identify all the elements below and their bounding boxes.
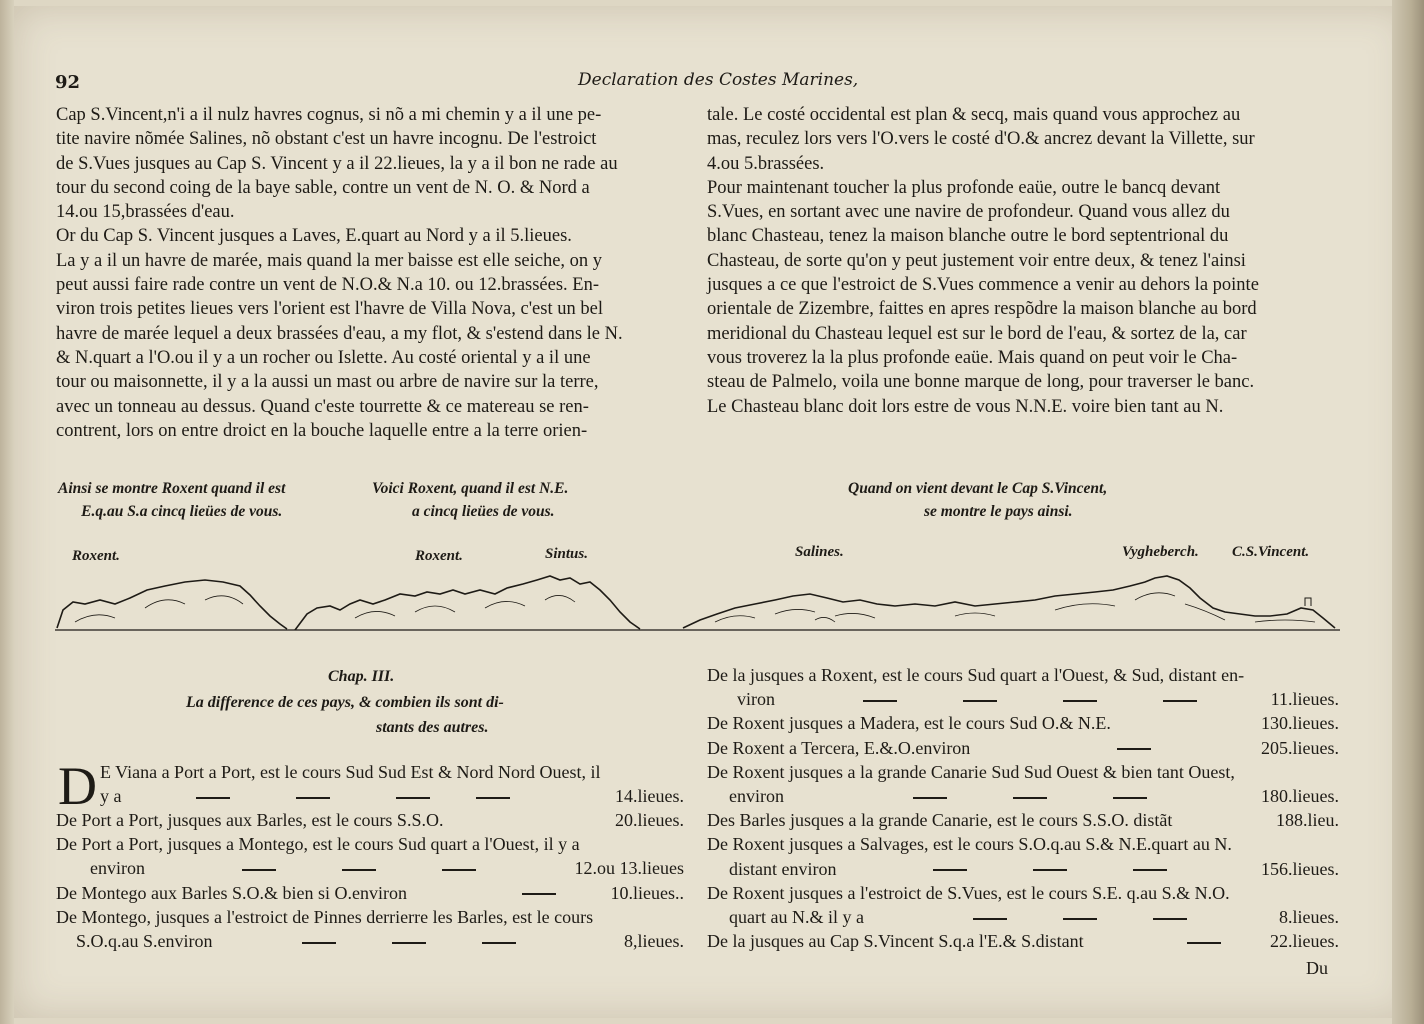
row-text: De Roxent jusques a la grande Canarie Sud Sud Ouest & bien tant Ouest, xyxy=(707,761,1235,782)
text-line: tour ou maisonnette, il y a la aussi un mast ou arbre de navire sur la terre, xyxy=(56,372,599,393)
leader-dashes xyxy=(190,786,516,807)
row-text: environ xyxy=(90,858,145,879)
chapter-title xyxy=(186,690,504,740)
text-line: S.Vues, en sortant avec une navire de profondeur. Quand vous allez du xyxy=(707,202,1230,223)
row-amount: 130.lieues. xyxy=(1261,713,1339,734)
caption-roxent-ne xyxy=(372,477,568,523)
row-amount: 8,lieues. xyxy=(624,930,684,951)
table-row xyxy=(100,786,684,810)
table-row xyxy=(707,689,1339,713)
text-line: peut aussi faire rade contre un vent de N.O.& N.a 10. ou 12.brassées. En- xyxy=(56,275,600,296)
caption-line: se montre le pays ainsi. xyxy=(924,503,1073,520)
text-line: blanc Chasteau, tenez la maison blanche outre le bord septentrional du xyxy=(707,226,1229,247)
text-line: steau de Palmelo, voila une bonne marque de long, pour traverser le banc. xyxy=(707,372,1255,393)
caption-line: Voici Roxent, quand il est N.E. xyxy=(372,480,569,497)
catchword: Du xyxy=(1306,958,1328,978)
text-line: tale. Le costé occidental est plan & secq, mais quand vous approchez au xyxy=(707,105,1241,125)
text-line: orientale de Zizembre, faittes en apres respõdre la maison blanche au bord xyxy=(707,299,1257,320)
caption-line: Ainsi se montre Roxent quand il est xyxy=(58,480,286,497)
text-line: 14.ou 15,brassées d'eau. xyxy=(56,202,235,223)
page-right-edge xyxy=(1392,0,1424,1024)
row-amount: 11.lieues. xyxy=(1270,689,1339,710)
row-text: De Roxent jusques a l'estroict de S.Vues, est le cours S.E. q.au S.& N.O. xyxy=(707,882,1230,903)
row-text: quart au N.& il y a xyxy=(729,906,864,927)
row-text: De la jusques a Roxent, est le cours Sud quart a l'Ouest, & Sud, distant en- xyxy=(707,665,1245,685)
row-text: environ xyxy=(729,785,784,806)
text-line: mas, reculez lors vers l'O.vers le costé d'O.& ancrez devant la Villette, sur xyxy=(707,129,1255,150)
table-row xyxy=(707,738,1339,762)
text-line: avec un tonneau au dessus. Quand c'este tourrette & ce matereau se ren- xyxy=(56,396,589,417)
coast-profile-3 xyxy=(683,576,1335,628)
caption-line: a cincq lieües de vous. xyxy=(412,503,555,520)
leader-dashes xyxy=(927,859,1173,880)
table-row xyxy=(56,858,684,882)
label-roxent-2: Roxent. xyxy=(415,548,463,564)
row-amount: 8.lieues. xyxy=(1279,906,1339,927)
row-amount: 156.lieues. xyxy=(1261,858,1339,879)
label-cs-vincent: C.S.Vincent. xyxy=(1232,544,1310,560)
caption-roxent-eq xyxy=(58,477,285,523)
label-sintus: Sintus. xyxy=(545,546,588,562)
caption-line: Quand on vient devant le Cap S.Vincent, xyxy=(848,480,1108,497)
row-text: y a xyxy=(100,786,122,807)
row-amount: 22.lieues. xyxy=(1270,931,1339,952)
drop-cap: D xyxy=(58,756,97,816)
row-text: De la jusques au Cap S.Vincent S.q.a l'E.& S.distant xyxy=(707,931,1084,952)
row-amount: 188.lieu. xyxy=(1276,810,1339,831)
table-row xyxy=(707,665,1339,689)
row-text: E Viana a Port a Port, est le cours Sud Sud Est & Nord Nord Ouest, il xyxy=(100,762,601,782)
text-line: havre de marée lequel a deux brassées d'eau, a my flot, & s'estend dans le N. xyxy=(56,323,623,344)
text-line: tour du second coing de la baye sable, contre un vent de N. O. & Nord a xyxy=(56,177,590,198)
table-row xyxy=(56,834,684,858)
row-amount: 12.ou 13.lieues xyxy=(574,858,684,879)
distances-left-table xyxy=(100,762,684,810)
row-amount: 10.lieues.. xyxy=(610,882,684,903)
leader-dashes xyxy=(1111,738,1157,759)
table-row xyxy=(707,883,1339,907)
text-line: La y a il un havre de marée, mais quand la mer baisse est elle seiche, on y xyxy=(56,250,603,271)
row-amount: 205.lieues. xyxy=(1261,737,1339,758)
leader-dashes xyxy=(296,931,522,952)
table-row xyxy=(707,713,1339,737)
chapter-title-line: La difference de ces pays, & combien ils sont di- xyxy=(186,694,504,711)
row-amount: 20.lieues. xyxy=(615,810,684,830)
chapter-title-line: stants des autres. xyxy=(376,719,489,736)
text-line: Pour maintenant toucher la plus profonde eaüe, outre le bancq devant xyxy=(707,177,1221,198)
table-row xyxy=(707,834,1339,858)
table-row xyxy=(707,859,1339,883)
text-line: contrent, lors on entre droict en la bouche laquelle entre a la terre orien- xyxy=(56,420,588,441)
row-text: De Roxent a Tercera, E.&.O.environ xyxy=(707,737,971,758)
distances-right-table xyxy=(707,665,1339,955)
table-row xyxy=(707,931,1339,955)
label-salines: Salines. xyxy=(795,544,844,560)
row-amount: 180.lieues. xyxy=(1261,785,1339,806)
caption-line: E.q.au S.a cincq lieües de vous. xyxy=(81,503,283,520)
running-title: Declaration des Costes Marines, xyxy=(578,70,859,90)
left-column-text xyxy=(56,103,686,443)
table-row xyxy=(100,762,684,786)
right-column-text xyxy=(707,103,1342,419)
row-text: viron xyxy=(737,689,775,710)
text-line: vous troverez la la plus profonde eaüe. Mais quand on peut voir le Cha- xyxy=(707,347,1238,368)
coastline-illustration xyxy=(55,560,1340,635)
page-left-edge xyxy=(0,0,14,1024)
leader-dashes xyxy=(907,786,1153,807)
row-text: De Port a Port, jusques aux Barles, est le cours S.S.O. xyxy=(56,810,444,830)
leader-dashes xyxy=(516,883,562,904)
page-number: 92 xyxy=(55,72,81,93)
label-vygheberch: Vygheberch. xyxy=(1122,544,1199,560)
table-row xyxy=(56,907,684,931)
text-line: viron trois petites lieues vers l'orient est l'havre de Villa Nova, c'est un bel xyxy=(56,299,603,320)
table-row xyxy=(707,786,1339,810)
table-row xyxy=(56,883,684,907)
coast-profile-1 xyxy=(57,580,287,629)
coast-profile-2 xyxy=(295,576,640,630)
text-line: 4.ou 5.brassées. xyxy=(707,153,825,174)
text-line: meridional du Chasteau lequel est sur le bord de l'eau, & sortez de la, car xyxy=(707,323,1247,344)
leader-dashes xyxy=(967,907,1193,928)
row-text: distant environ xyxy=(729,858,837,879)
leader-dashes xyxy=(236,858,482,879)
text-line: Le Chasteau blanc doit lors estre de vous N.N.E. voire bien tant au N. xyxy=(707,396,1224,417)
table-row xyxy=(56,810,684,834)
row-text: De Port a Port, jusques a Montego, est le cours Sud quart a l'Ouest, il y a xyxy=(56,834,580,855)
row-amount: 14.lieues. xyxy=(615,786,684,807)
row-text: De Roxent jusques a Madera, est le cours Sud O.& N.E. xyxy=(707,713,1111,734)
text-line: de S.Vues jusques au Cap S. Vincent y a il 22.lieues, la y a il bon ne rade au xyxy=(56,153,618,174)
text-line: tite navire nõmée Salines, nõ obstant c'est un havre incognu. De l'estroict xyxy=(56,129,597,150)
text-line: & N.quart a l'O.ou il y a un rocher ou Islette. Au costé oriental y a il une xyxy=(56,347,591,368)
row-text: S.O.q.au S.environ xyxy=(76,930,213,951)
row-text: Des Barles jusques a la grande Canarie, est le cours S.S.O. distãt xyxy=(707,810,1173,831)
chapter-number: Chap. III. xyxy=(328,668,395,685)
leader-dashes xyxy=(1181,931,1227,952)
table-row xyxy=(707,762,1339,786)
text-line: Cap S.Vincent,n'i a il nulz havres cognus, si nõ a mi chemin y a il une pe- xyxy=(56,105,602,125)
label-roxent-1: Roxent. xyxy=(72,548,120,564)
distances-left-table-cont xyxy=(56,810,684,955)
text-line: Or du Cap S. Vincent jusques a Laves, E.quart au Nord y a il 5.lieues. xyxy=(56,226,572,247)
text-line: Chasteau, de sorte qu'on y peut justement voir entre deux, & tenez l'ainsi xyxy=(707,250,1246,271)
table-row xyxy=(56,931,684,955)
row-text: De Montego aux Barles S.O.& bien si O.environ xyxy=(56,882,407,903)
row-text: De Roxent jusques a Salvages, est le cours S.O.q.au S.& N.E.quart au N. xyxy=(707,834,1232,855)
row-text: De Montego, jusques a l'estroict de Pinnes derrierre les Barles, est le cours xyxy=(56,906,594,927)
table-row xyxy=(707,810,1339,834)
text-line: jusques a ce que l'estroict de S.Vues commence a venir au dehors la pointe xyxy=(707,275,1259,296)
caption-cap-vincent xyxy=(848,477,1107,523)
leader-dashes xyxy=(857,689,1203,710)
table-row xyxy=(707,907,1339,931)
